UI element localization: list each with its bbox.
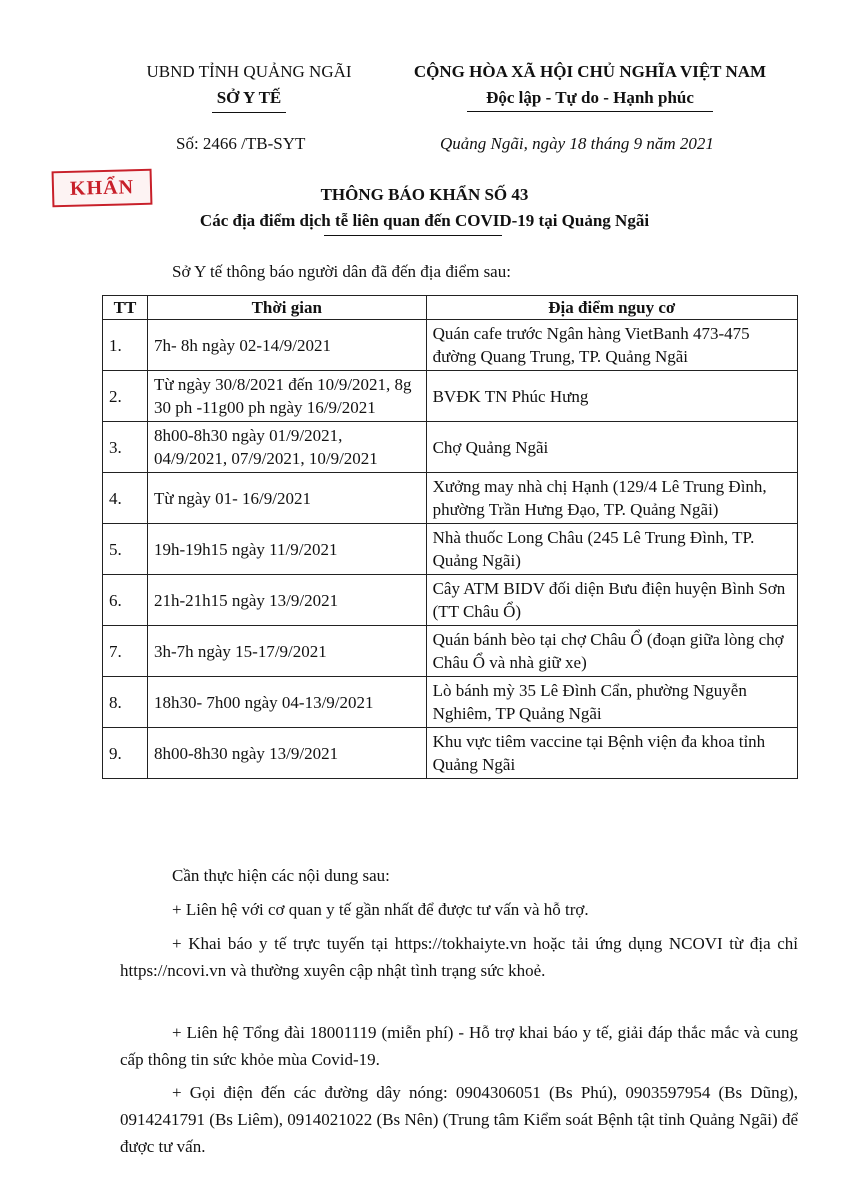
row-number: 2. <box>103 371 148 422</box>
table-row <box>103 473 798 524</box>
row-number: 5. <box>103 524 148 575</box>
instruction-item <box>120 896 798 923</box>
row-place: BVĐK TN Phúc Hưng <box>426 371 797 422</box>
row-time: 21h-21h15 ngày 13/9/2021 <box>147 575 426 626</box>
row-time: 3h-7h ngày 15-17/9/2021 <box>147 626 426 677</box>
table-row <box>103 626 798 677</box>
table-header-row <box>103 296 798 320</box>
notice-title: THÔNG BÁO KHẨN SỐ 43 <box>320 185 529 204</box>
row-time: 19h-19h15 ngày 11/9/2021 <box>147 524 426 575</box>
row-place: Khu vực tiêm vaccine tại Bệnh viện đa khoa tỉnh Quảng Ngãi <box>426 728 797 779</box>
row-place: Nhà thuốc Long Châu (245 Lê Trung Đình, TP. Quảng Ngãi) <box>426 524 797 575</box>
row-number: 7. <box>103 626 148 677</box>
row-place: Quán bánh bèo tại chợ Châu Ổ (đoạn giữa lòng chợ Châu Ổ và nhà giữ xe) <box>426 626 797 677</box>
table-row <box>103 524 798 575</box>
row-time: 8h00-8h30 ngày 01/9/2021, 04/9/2021, 07/9/2021, 10/9/2021 <box>147 422 426 473</box>
row-number: 9. <box>103 728 148 779</box>
row-number: 3. <box>103 422 148 473</box>
urgent-stamp: KHẨN <box>52 169 153 208</box>
table-row <box>103 575 798 626</box>
national-title: CỘNG HÒA XÃ HỘI CHỦ NGHĨA VIỆT NAM <box>413 62 767 81</box>
row-number: 4. <box>103 473 148 524</box>
table-row <box>103 320 798 371</box>
issuing-department: SỞ Y TẾ <box>216 88 282 107</box>
row-place: Cây ATM BIDV đối diện Bưu điện huyện Bình Sơn (TT Châu Ổ) <box>426 575 797 626</box>
motto-underline <box>467 111 713 112</box>
instruction-item <box>120 930 798 984</box>
notice-subtitle: Các địa điểm dịch tễ liên quan đến COVID-19 tại Quảng Ngãi <box>199 211 650 230</box>
instructions-lead <box>120 862 798 889</box>
instructions-lead-text: Cần thực hiện các nội dung sau: <box>172 866 390 885</box>
place-date: Quảng Ngãi, ngày 18 tháng 9 năm 2021 <box>440 134 714 153</box>
table-row <box>103 371 798 422</box>
column-header-place: Địa điểm nguy cơ <box>426 296 797 320</box>
instruction-text: + Liên hệ Tổng đài 18001119 (miễn phí) - Hỗ trợ khai báo y tế, giải đáp thắc mắc và cung cấp thông tin sức khỏe mùa Covid-19. <box>120 1023 798 1069</box>
row-place: Lò bánh mỳ 35 Lê Đình Cẩn, phường Nguyễn Nghiêm, TP Quảng Ngãi <box>426 677 797 728</box>
row-time: Từ ngày 01- 16/9/2021 <box>147 473 426 524</box>
row-time: 8h00-8h30 ngày 13/9/2021 <box>147 728 426 779</box>
row-time: Từ ngày 30/8/2021 đến 10/9/2021, 8g 30 ph -11g00 ph ngày 16/9/2021 <box>147 371 426 422</box>
risk-locations-table <box>102 295 798 779</box>
department-underline <box>212 112 286 113</box>
instruction-item <box>120 1079 798 1160</box>
row-time: 18h30- 7h00 ngày 04-13/9/2021 <box>147 677 426 728</box>
row-time: 7h- 8h ngày 02-14/9/2021 <box>147 320 426 371</box>
issuing-authority: UBND TỈNH QUẢNG NGÃI <box>146 62 352 81</box>
row-number: 1. <box>103 320 148 371</box>
subtitle-underline <box>324 235 502 236</box>
row-place: Chợ Quảng Ngãi <box>426 422 797 473</box>
instruction-item <box>120 1019 798 1073</box>
row-number: 8. <box>103 677 148 728</box>
table-row <box>103 728 798 779</box>
intro-text: Sở Y tế thông báo người dân đã đến địa điểm sau: <box>172 262 511 281</box>
row-number: 6. <box>103 575 148 626</box>
row-place: Xưởng may nhà chị Hạnh (129/4 Lê Trung Đình, phường Trần Hưng Đạo, TP. Quảng Ngãi) <box>426 473 797 524</box>
instruction-text: + Gọi điện đến các đường dây nóng: 0904306051 (Bs Phú), 0903597954 (Bs Dũng), 0914241791 (Bs Liêm), 0914021022 (Bs Nên) (Trung tâm Kiểm soát Bệnh tật tỉnh Quảng Ngãi) để được tư vấn. <box>120 1083 798 1156</box>
table-row <box>103 677 798 728</box>
column-header-time: Thời gian <box>147 296 426 320</box>
instruction-text: + Khai báo y tế trực tuyến tại https://tokhaiyte.vn hoặc tải ứng dụng NCOVI từ địa chỉ https://ncovi.vn và thường xuyên cập nhật tình trạng sức khoẻ. <box>120 934 798 980</box>
document-number: Số: 2466 /TB-SYT <box>176 134 306 153</box>
instruction-text: + Liên hệ với cơ quan y tế gần nhất để được tư vấn và hỗ trợ. <box>172 900 589 919</box>
table-row <box>103 422 798 473</box>
column-header-tt: TT <box>103 296 148 320</box>
national-motto: Độc lập - Tự do - Hạnh phúc <box>486 88 694 107</box>
row-place: Quán cafe trước Ngân hàng VietBanh 473-475 đường Quang Trung, TP. Quảng Ngãi <box>426 320 797 371</box>
